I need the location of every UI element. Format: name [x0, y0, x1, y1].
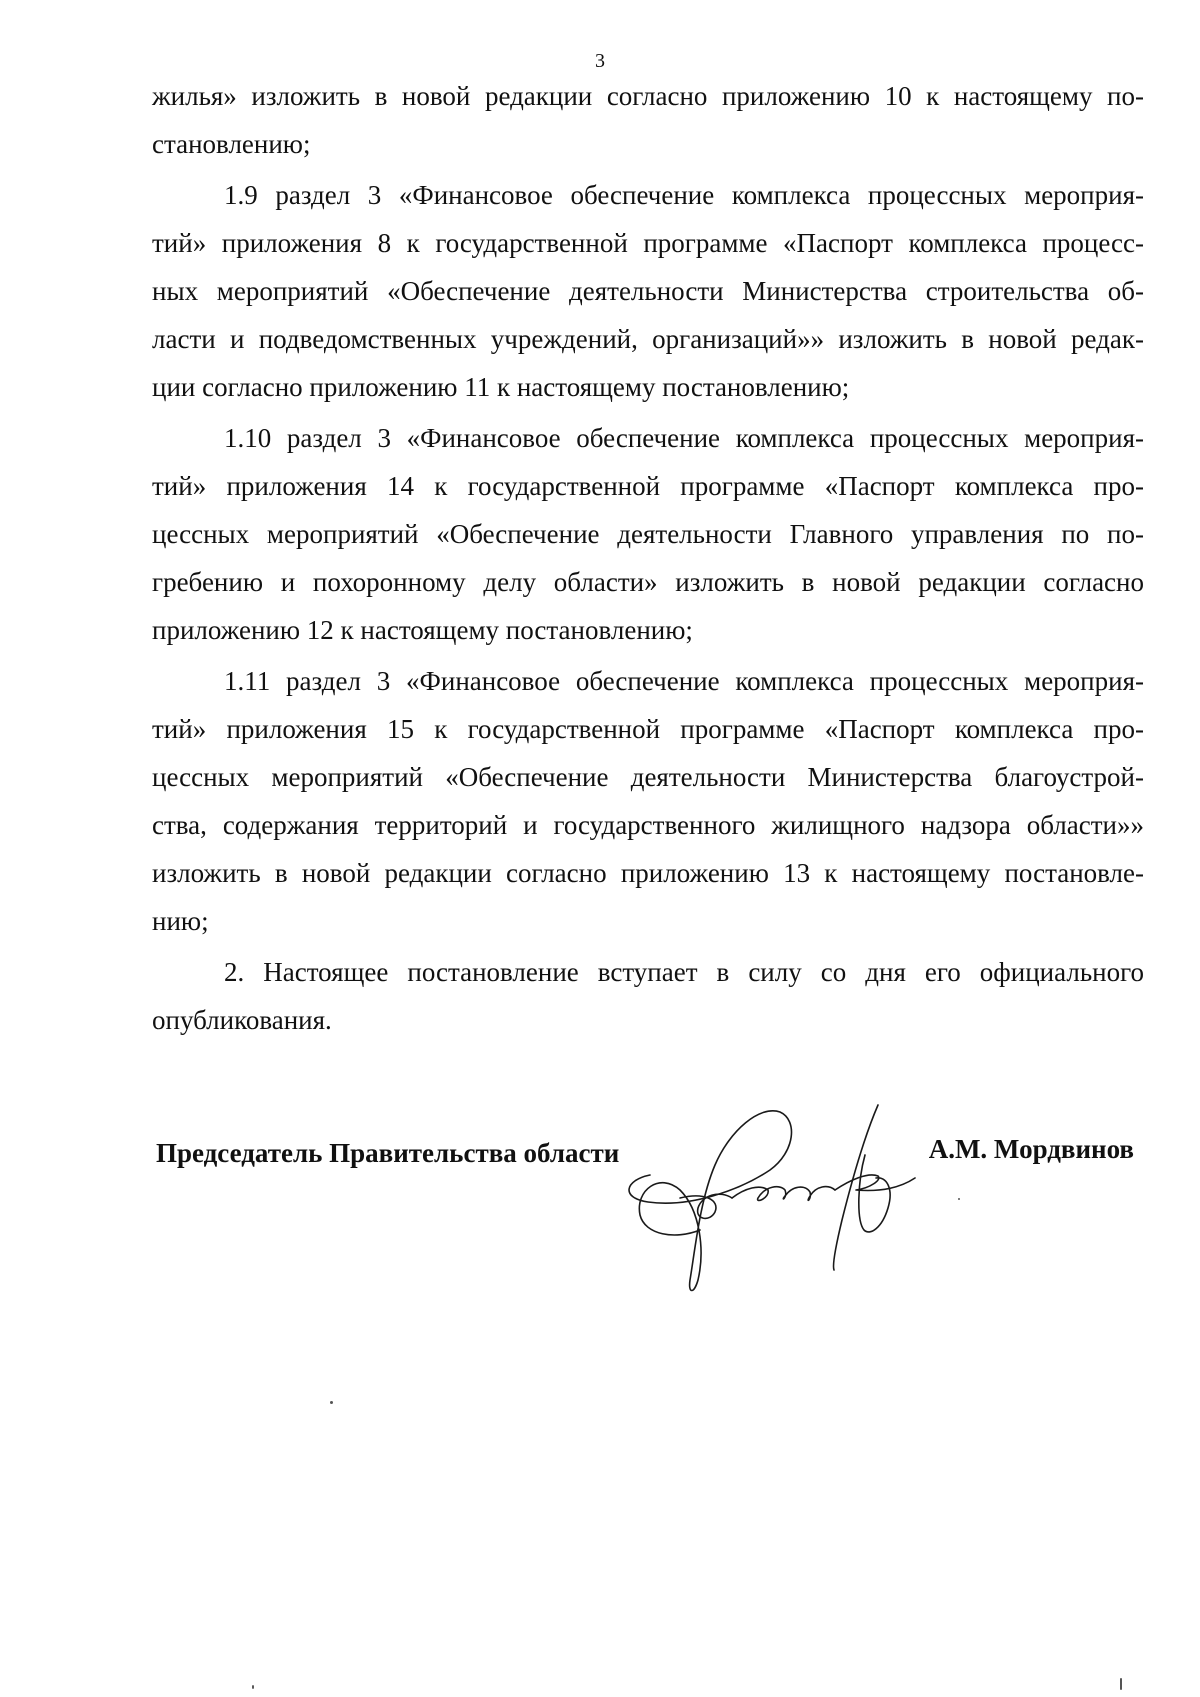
text-line: ции согласно приложению 11 к настоящему постановлению; [152, 372, 850, 402]
scan-speck [958, 1198, 960, 1200]
text-line: 1.9 раздел 3 «Финансовое обеспечение комплекса процессных мероприя- [224, 180, 1144, 210]
text-line: приложению 12 к настоящему постановлению; [152, 615, 693, 645]
text-line: 1.10 раздел 3 «Финансовое обеспечение комплекса процессных мероприя- [224, 423, 1144, 453]
text-line: тий» приложения 14 к государственной программе «Паспорт комплекса про- [152, 471, 1144, 501]
scan-speck [252, 1685, 254, 1689]
signer-name: А.М. Мордвинов [928, 1134, 1134, 1164]
text-line: изложить в новой редакции согласно приложению 13 к настоящему постановле- [152, 858, 1144, 888]
paragraph-item-1-11 [152, 657, 1144, 945]
text-line: ласти и подведомственных учреждений, организаций»» изложить в новой редак- [152, 324, 1144, 354]
signer-title: Председатель Правительства области [156, 1138, 620, 1168]
text-line: ства, содержания территорий и государственного жилищного надзора области»» [152, 810, 1144, 840]
handwritten-signature-icon [620, 1080, 960, 1310]
text-line: 1.11 раздел 3 «Финансовое обеспечение комплекса процессных мероприя- [224, 666, 1144, 696]
text-line: нию; [152, 906, 209, 936]
document-body [152, 72, 1144, 1047]
text-line: цессных мероприятий «Обеспечение деятельности Министерства благоустрой- [152, 762, 1144, 792]
paragraph-continuation [152, 72, 1144, 168]
text-line: становлению; [152, 129, 311, 159]
text-line: 2. Настоящее постановление вступает в силу со дня его официального [224, 957, 1144, 987]
text-line: опубликования. [152, 1005, 332, 1035]
text-line: гребению и похоронному делу области» изложить в новой редакции согласно [152, 567, 1144, 597]
paragraph-item-1-9 [152, 171, 1144, 411]
text-line: ных мероприятий «Обеспечение деятельности Министерства строительства об- [152, 276, 1144, 306]
scan-speck [1120, 1678, 1122, 1690]
text-line: цессных мероприятий «Обеспечение деятельности Главного управления по по- [152, 519, 1144, 549]
page-number: 3 [595, 50, 605, 72]
paragraph-item-2 [152, 948, 1144, 1044]
text-line: тий» приложения 8 к государственной программе «Паспорт комплекса процесс- [152, 228, 1144, 258]
text-line: жилья» изложить в новой редакции согласно приложению 10 к настоящему по- [152, 81, 1144, 111]
scan-speck [330, 1401, 333, 1404]
paragraph-item-1-10 [152, 414, 1144, 654]
text-line: тий» приложения 15 к государственной программе «Паспорт комплекса про- [152, 714, 1144, 744]
